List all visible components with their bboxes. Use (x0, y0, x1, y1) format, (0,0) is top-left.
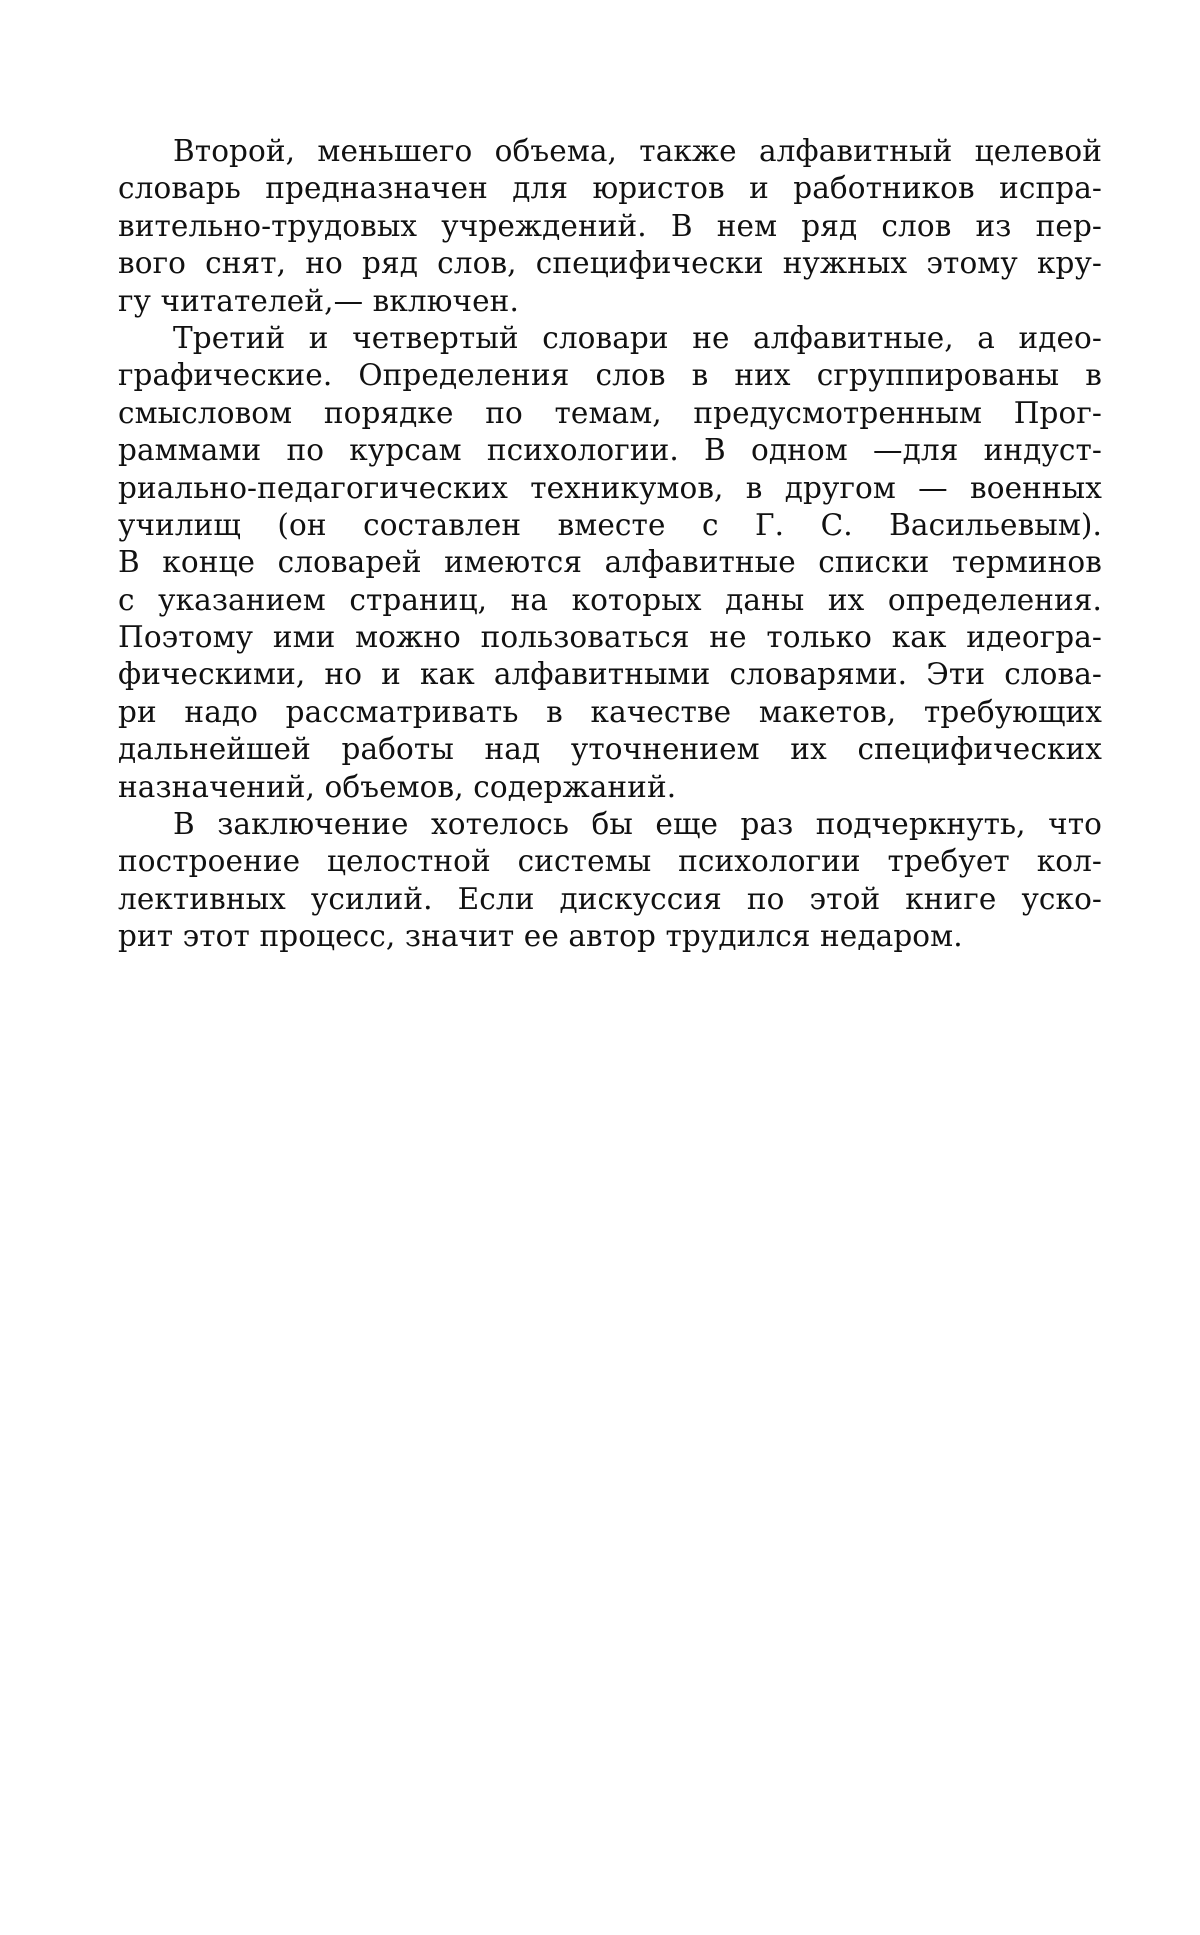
text-line: смысловом порядке по темам, предусмотренным Прог- (118, 395, 1102, 430)
text-line: вительно-трудовых учреждений. В нем ряд слов из пер- (118, 208, 1102, 243)
text-line: лективных усилий. Если дискуссия по этой книге уско- (118, 881, 1102, 916)
text-line: гу читателей,— включен. (118, 283, 519, 318)
text-line: назначений, объемов, содержаний. (118, 769, 677, 804)
text-line: построение целостной системы психологии требует кол- (118, 844, 1102, 879)
paragraph (118, 806, 1102, 956)
paragraph (118, 133, 1102, 320)
text-line: с указанием страниц, на которых даны их определения. (118, 582, 1102, 617)
text-line: ри надо рассматривать в качестве макетов, требующих (118, 694, 1102, 729)
text-line: училищ (он составлен вместе с Г. С. Васильевым). (118, 507, 1102, 542)
text-line: риально-педагогических техникумов, в другом — военных (118, 470, 1102, 505)
text-line: вого снят, но ряд слов, специфически нужных этому кру- (118, 246, 1102, 281)
paragraph (118, 320, 1102, 806)
text-line: В заключение хотелось бы еще раз подчеркнуть, что (173, 807, 1102, 842)
text-line: В конце словарей имеются алфавитные списки терминов (118, 545, 1102, 580)
text-line: раммами по курсам психологии. В одном —для индуст- (118, 433, 1102, 468)
text-line: Поэтому ими можно пользоваться не только как идеогра- (118, 620, 1102, 655)
text-line: дальнейшей работы над уточнением их специфических (118, 732, 1102, 767)
text-line: фическими, но и как алфавитными словарями. Эти слова- (118, 657, 1102, 692)
text-line: Третий и четвертый словари не алфавитные, а идео- (173, 320, 1102, 355)
text-line: словарь предназначен для юристов и работников испра- (118, 171, 1102, 206)
text-line: Второй, меньшего объема, также алфавитный целевой (173, 134, 1102, 168)
document-page (118, 133, 1102, 956)
text-line: графические. Определения слов в них сгруппированы в (118, 358, 1102, 393)
text-line: рит этот процесс, значит ее автор трудился недаром. (118, 919, 963, 954)
